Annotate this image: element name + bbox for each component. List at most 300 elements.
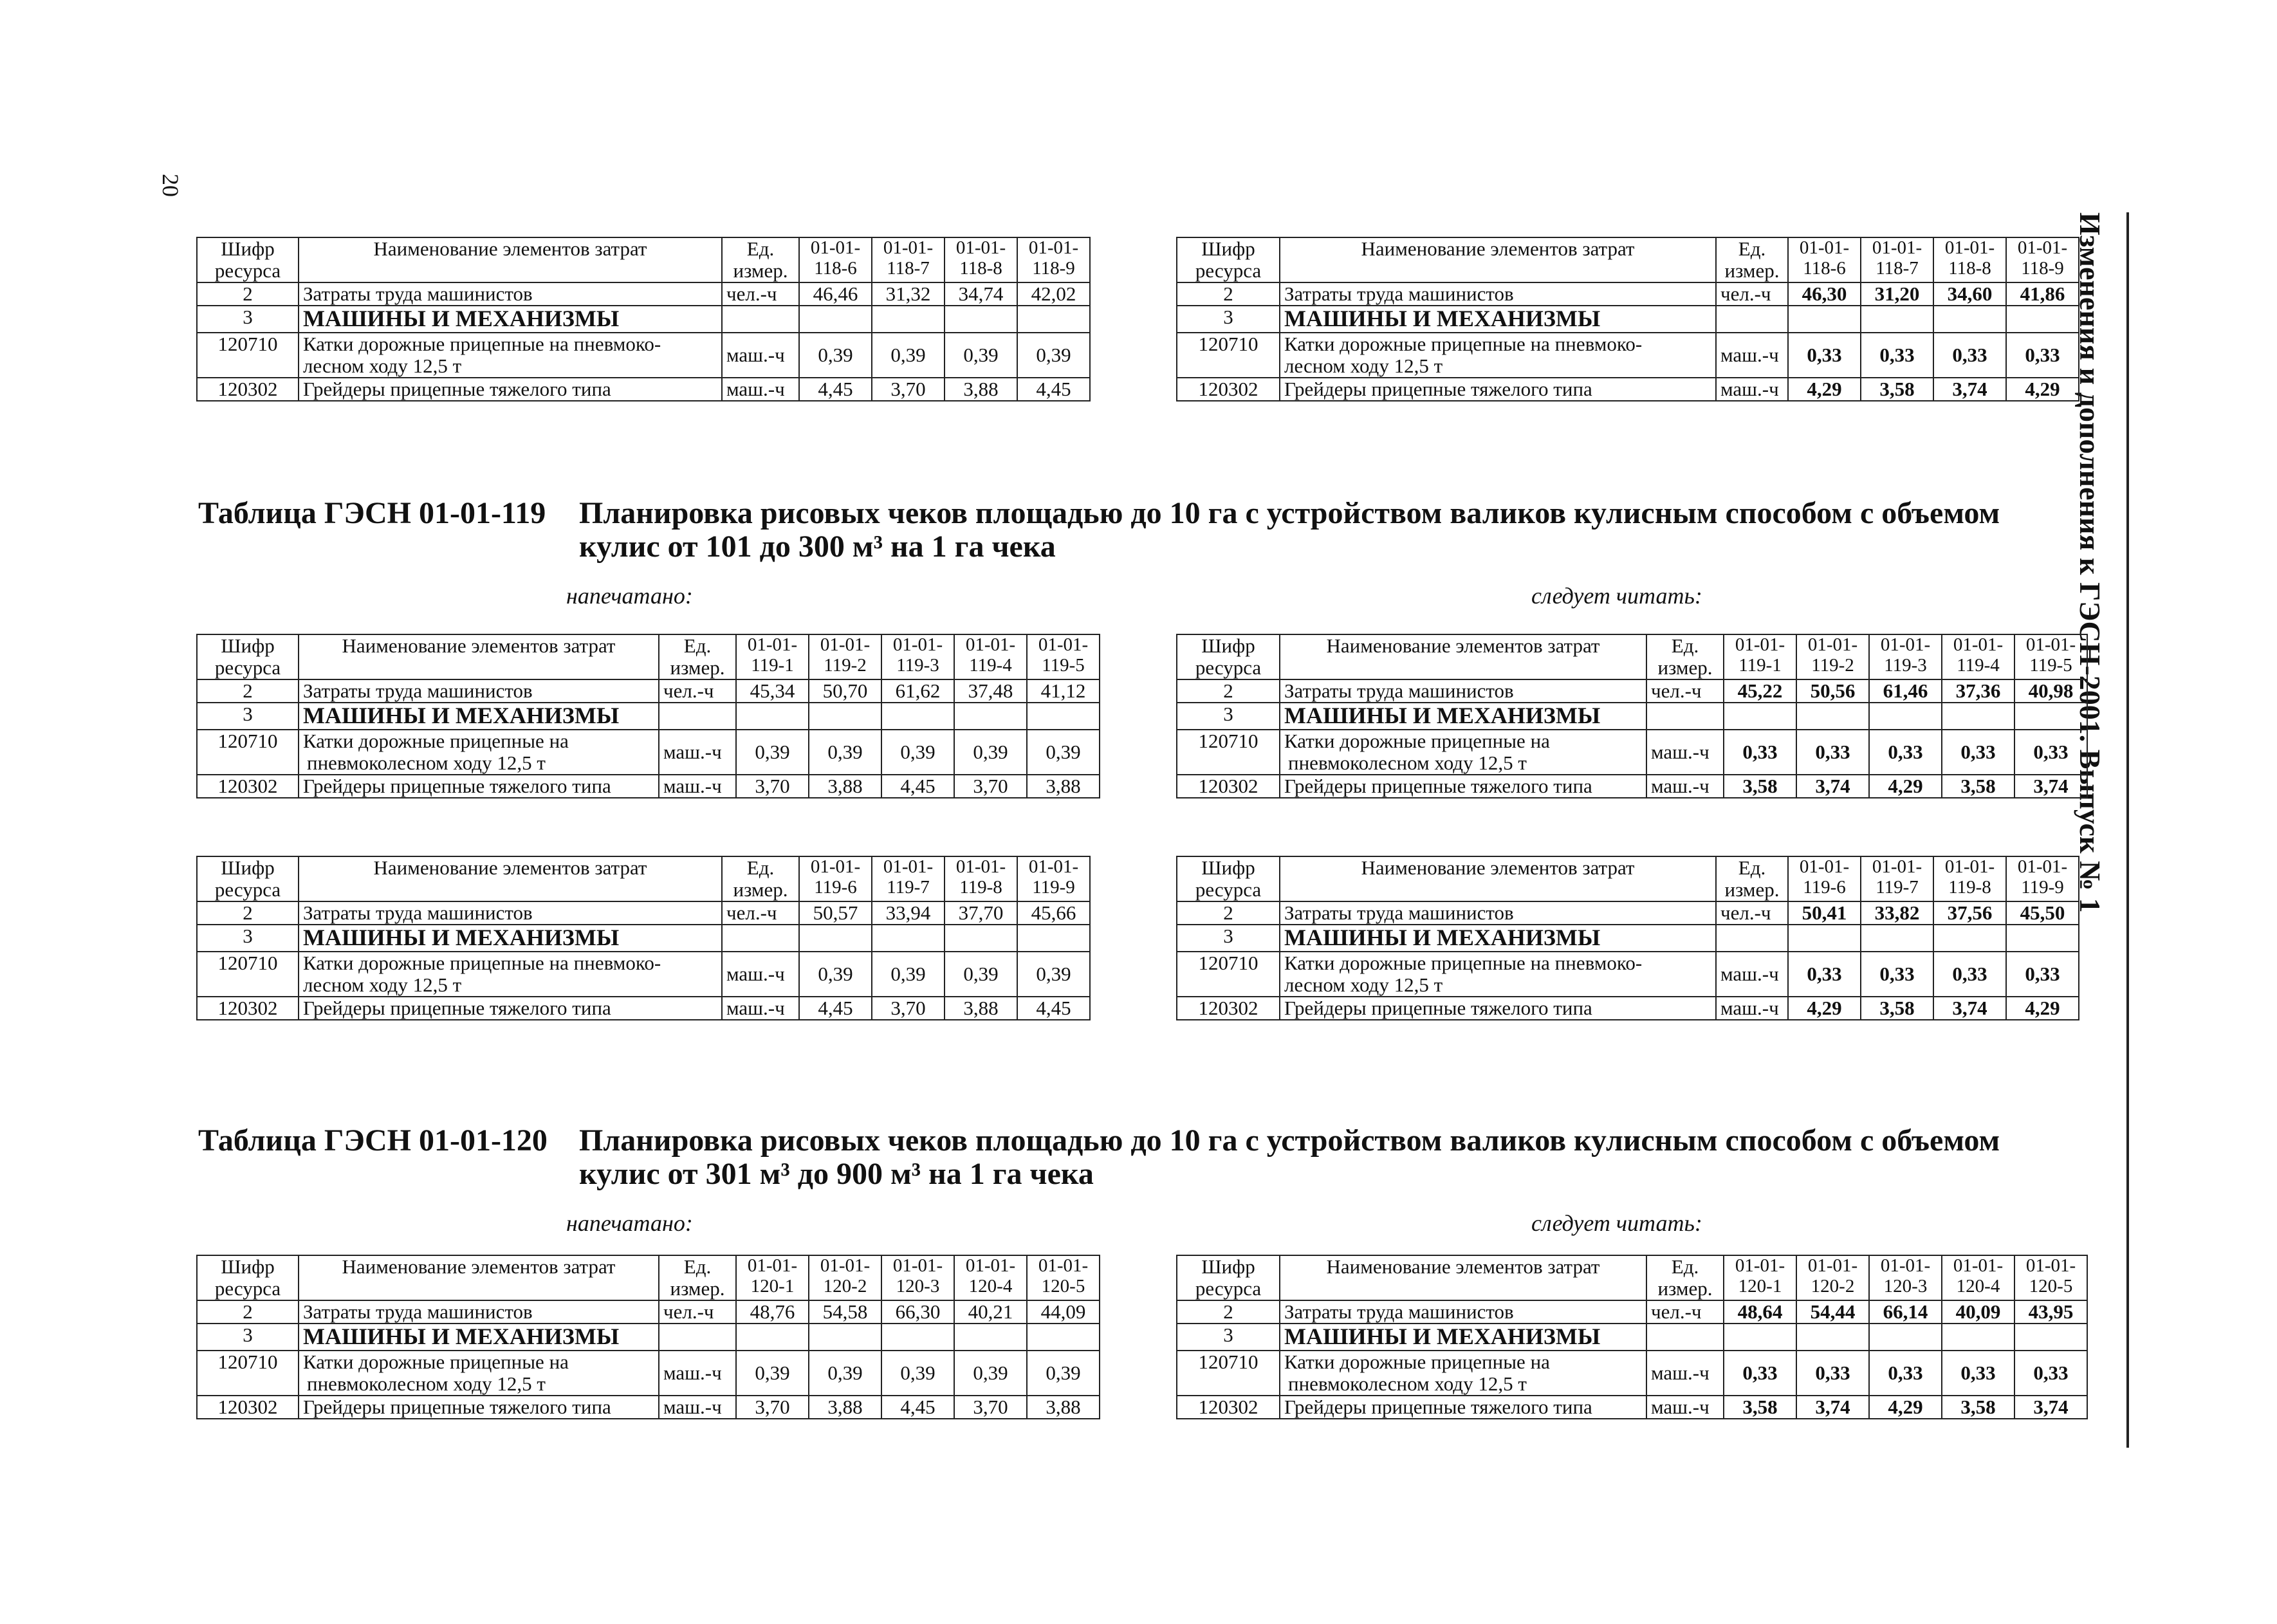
section-row: [1177, 1324, 2087, 1351]
value-cell: [1869, 703, 1942, 730]
value-cell: 4,45: [799, 378, 872, 401]
resource-code: 3: [197, 703, 299, 730]
table-row: [197, 775, 1100, 798]
element-name: [1280, 952, 1716, 997]
value-cell: 3,88: [945, 997, 1017, 1020]
cost-table: [1176, 634, 2088, 798]
value-cell: [809, 1324, 881, 1351]
value-cell: 0,39: [954, 1351, 1027, 1396]
value-cell: 42,02: [1017, 282, 1090, 306]
resource-code: 120302: [1177, 378, 1280, 401]
value-cell: [1788, 925, 1861, 952]
header-norm-code: 01-01-119-4: [1942, 634, 2014, 679]
value-cell: 0,39: [1027, 730, 1100, 775]
unit: маш.-ч: [659, 1351, 736, 1396]
table-row: [1177, 1300, 2087, 1324]
header-unit: Ед. измер.: [1716, 237, 1788, 282]
value-cell: 4,29: [1788, 378, 1861, 401]
value-cell: 0,39: [1027, 1351, 1100, 1396]
header-norm-code: 01-01-119-6: [799, 856, 872, 901]
header-row: [197, 237, 1090, 282]
value-cell: [799, 306, 872, 333]
value-cell: [1027, 703, 1100, 730]
header-row: [197, 634, 1100, 679]
value-cell: [945, 306, 1017, 333]
resource-code: 120302: [1177, 997, 1280, 1020]
value-cell: 0,33: [1861, 952, 1933, 997]
element-name-line: Катки дорожные прицепные на пневмоко-: [1284, 951, 1643, 974]
unit: маш.-ч: [1646, 775, 1724, 798]
value-cell: [736, 1324, 809, 1351]
header-norm-code: 01-01-118-9: [2006, 237, 2079, 282]
table-120-title-line1: Планировка рисовых чеков площадью до 10 га с устройством валиков кулисным способом с объемом: [579, 1123, 2000, 1158]
table-row: [197, 333, 1090, 378]
cost-table: [196, 1255, 1100, 1419]
should-read-label: следует читать:: [1531, 1210, 1702, 1236]
table-row: [1177, 997, 2079, 1020]
table-row: [1177, 1396, 2087, 1419]
unit: маш.-ч: [1646, 1396, 1724, 1419]
resource-code: 2: [197, 679, 299, 703]
unit: чел.-ч: [722, 901, 799, 925]
header-norm-code: 01-01-119-8: [1933, 856, 2006, 901]
element-name-line: Катки дорожные прицепные на пневмоко-: [303, 951, 661, 974]
value-cell: 0,33: [2006, 952, 2079, 997]
section-row: [197, 306, 1090, 333]
value-cell: [1017, 925, 1090, 952]
unit: маш.-ч: [722, 952, 799, 997]
value-cell: 3,58: [1942, 1396, 2014, 1419]
header-norm-code: 01-01-119-5: [1027, 634, 1100, 679]
table-row: [1177, 901, 2079, 925]
element-name: [1280, 730, 1646, 775]
header-norm-code: 01-01-120-5: [1027, 1255, 1100, 1300]
resource-code: 2: [1177, 282, 1280, 306]
value-cell: 66,14: [1869, 1300, 1942, 1324]
resource-code: 120710: [1177, 333, 1280, 378]
header-name: Наименование элементов затрат: [1280, 856, 1716, 901]
value-cell: 0,33: [1788, 333, 1861, 378]
value-cell: 0,33: [1861, 333, 1933, 378]
element-name: Затраты труда машинистов: [1280, 679, 1646, 703]
value-cell: 37,36: [1942, 679, 2014, 703]
table-row: [197, 679, 1100, 703]
value-cell: 3,74: [2014, 775, 2087, 798]
value-cell: 3,74: [1933, 378, 2006, 401]
unit: чел.-ч: [722, 282, 799, 306]
element-name-line: лесном ходу 12,5 т: [1284, 354, 1443, 377]
cost-table: [1176, 237, 2079, 401]
value-cell: 50,70: [809, 679, 881, 703]
section-row: [1177, 306, 2079, 333]
resource-code: 120710: [197, 730, 299, 775]
element-name-line: пневмоколесном ходу 12,5 т: [307, 1372, 546, 1395]
header-name: Наименование элементов затрат: [299, 634, 659, 679]
header-norm-code: 01-01-119-2: [1796, 634, 1869, 679]
value-cell: 3,74: [1933, 997, 2006, 1020]
value-cell: 54,58: [809, 1300, 881, 1324]
value-cell: 0,33: [1933, 952, 2006, 997]
header-unit: Ед. измер.: [659, 634, 736, 679]
value-cell: 33,94: [872, 901, 945, 925]
element-name: Грейдеры прицепные тяжелого типа: [1280, 997, 1716, 1020]
cost-table: [196, 237, 1091, 401]
unit: маш.-ч: [1646, 1351, 1724, 1396]
table-row: [1177, 730, 2087, 775]
unit: [1716, 306, 1788, 333]
resource-code: 120302: [197, 1396, 299, 1419]
value-cell: 3,58: [1724, 1396, 1796, 1419]
header-norm-code: 01-01-118-6: [1788, 237, 1861, 282]
resource-code: 120710: [1177, 952, 1280, 997]
value-cell: 0,33: [1796, 1351, 1869, 1396]
value-cell: 0,39: [1017, 333, 1090, 378]
value-cell: [1724, 1324, 1796, 1351]
table-row: [197, 1300, 1100, 1324]
table-row: [197, 952, 1090, 997]
element-name-line: лесном ходу 12,5 т: [303, 354, 462, 377]
header-name: Наименование элементов затрат: [299, 237, 722, 282]
value-cell: 0,39: [809, 730, 881, 775]
header-code: Шифр ресурса: [1177, 634, 1280, 679]
header-norm-code: 01-01-120-4: [954, 1255, 1027, 1300]
resource-code: 120710: [197, 952, 299, 997]
value-cell: 45,22: [1724, 679, 1796, 703]
element-name-line: Катки дорожные прицепные на пневмоко-: [1284, 332, 1643, 355]
element-name: [299, 333, 722, 378]
header-row: [1177, 856, 2079, 901]
unit: маш.-ч: [1716, 333, 1788, 378]
value-cell: [809, 703, 881, 730]
header-norm-code: 01-01-119-2: [809, 634, 881, 679]
element-name-line: лесном ходу 12,5 т: [1284, 973, 1443, 996]
unit: маш.-ч: [659, 1396, 736, 1419]
unit: [722, 925, 799, 952]
element-name: Затраты труда машинистов: [299, 1300, 659, 1324]
value-cell: 3,88: [1027, 1396, 1100, 1419]
header-norm-code: 01-01-120-5: [2014, 1255, 2087, 1300]
value-cell: 3,74: [1796, 1396, 1869, 1419]
value-cell: 4,29: [1869, 1396, 1942, 1419]
header-norm-code: 01-01-120-1: [736, 1255, 809, 1300]
element-name: Грейдеры прицепные тяжелого типа: [299, 775, 659, 798]
value-cell: 41,86: [2006, 282, 2079, 306]
header-norm-code: 01-01-119-8: [945, 856, 1017, 901]
header-norm-code: 01-01-119-9: [1017, 856, 1090, 901]
value-cell: [2014, 703, 2087, 730]
element-name: Затраты труда машинистов: [1280, 901, 1716, 925]
table-row: [1177, 952, 2079, 997]
value-cell: 40,21: [954, 1300, 1027, 1324]
resource-code: 120302: [1177, 775, 1280, 798]
header-code: Шифр ресурса: [197, 634, 299, 679]
header-unit: Ед. измер.: [659, 1255, 736, 1300]
unit: маш.-ч: [659, 730, 736, 775]
element-name: Грейдеры прицепные тяжелого типа: [1280, 775, 1646, 798]
value-cell: 0,39: [809, 1351, 881, 1396]
header-code: Шифр ресурса: [1177, 237, 1280, 282]
header-norm-code: 01-01-120-2: [1796, 1255, 1869, 1300]
element-name: Грейдеры прицепные тяжелого типа: [299, 1396, 659, 1419]
unit: чел.-ч: [1716, 901, 1788, 925]
element-name: Затраты труда машинистов: [299, 901, 722, 925]
header-norm-code: 01-01-119-3: [881, 634, 954, 679]
table-119-title-line2: кулис от 101 до 300 м³ на 1 га чека: [579, 530, 1056, 564]
table-row: [197, 730, 1100, 775]
element-name: Затраты труда машинистов: [1280, 1300, 1646, 1324]
value-cell: 4,29: [2006, 997, 2079, 1020]
value-cell: 3,58: [1942, 775, 2014, 798]
unit: чел.-ч: [1646, 679, 1724, 703]
header-unit: Ед. измер.: [1646, 634, 1724, 679]
element-name: [1280, 333, 1716, 378]
cost-table: [196, 856, 1091, 1020]
header-name: Наименование элементов затрат: [1280, 237, 1716, 282]
table-119-label: Таблица ГЭСН 01-01-119: [198, 496, 546, 530]
header-code: Шифр ресурса: [197, 856, 299, 901]
unit: маш.-ч: [1716, 952, 1788, 997]
element-name: [1280, 1351, 1646, 1396]
value-cell: 3,70: [736, 775, 809, 798]
value-cell: 45,50: [2006, 901, 2079, 925]
value-cell: 50,57: [799, 901, 872, 925]
value-cell: [881, 703, 954, 730]
value-cell: 0,33: [1724, 1351, 1796, 1396]
value-cell: 0,39: [1017, 952, 1090, 997]
value-cell: [2014, 1324, 2087, 1351]
value-cell: 46,46: [799, 282, 872, 306]
value-cell: 40,98: [2014, 679, 2087, 703]
section-title: МАШИНЫ И МЕХАНИЗМЫ: [1280, 306, 1716, 333]
element-name: Затраты труда машинистов: [299, 282, 722, 306]
value-cell: 40,09: [1942, 1300, 2014, 1324]
value-cell: 37,56: [1933, 901, 2006, 925]
value-cell: 3,88: [945, 378, 1017, 401]
value-cell: 48,64: [1724, 1300, 1796, 1324]
resource-code: 2: [1177, 679, 1280, 703]
section-title: МАШИНЫ И МЕХАНИЗМЫ: [299, 1324, 659, 1351]
element-name: Грейдеры прицепные тяжелого типа: [299, 997, 722, 1020]
header-norm-code: 01-01-119-1: [1724, 634, 1796, 679]
value-cell: 3,70: [872, 997, 945, 1020]
value-cell: 3,70: [954, 775, 1027, 798]
unit: маш.-ч: [1716, 378, 1788, 401]
unit: [722, 306, 799, 333]
header-row: [197, 856, 1090, 901]
resource-code: 2: [1177, 901, 1280, 925]
value-cell: 4,29: [1788, 997, 1861, 1020]
cost-table: [1176, 856, 2079, 1020]
element-name-line: пневмоколесном ходу 12,5 т: [307, 751, 546, 774]
value-cell: 46,30: [1788, 282, 1861, 306]
table-row: [197, 997, 1090, 1020]
side-divider: [2126, 212, 2129, 1448]
value-cell: 0,39: [872, 952, 945, 997]
header-norm-code: 01-01-120-3: [1869, 1255, 1942, 1300]
header-norm-code: 01-01-118-7: [872, 237, 945, 282]
section-row: [1177, 925, 2079, 952]
value-cell: 0,33: [1869, 1351, 1942, 1396]
table-row: [1177, 282, 2079, 306]
table-row: [1177, 679, 2087, 703]
header-name: Наименование элементов затрат: [299, 856, 722, 901]
value-cell: 61,46: [1869, 679, 1942, 703]
value-cell: 3,88: [1027, 775, 1100, 798]
unit: [1646, 1324, 1724, 1351]
value-cell: 45,66: [1017, 901, 1090, 925]
unit: [1646, 703, 1724, 730]
value-cell: [881, 1324, 954, 1351]
section-title: МАШИНЫ И МЕХАНИЗМЫ: [1280, 925, 1716, 952]
unit: маш.-ч: [659, 775, 736, 798]
element-name: Грейдеры прицепные тяжелого типа: [1280, 378, 1716, 401]
value-cell: [954, 703, 1027, 730]
header-norm-code: 01-01-119-1: [736, 634, 809, 679]
resource-code: 120710: [197, 333, 299, 378]
value-cell: 0,33: [1942, 730, 2014, 775]
header-code: Шифр ресурса: [197, 1255, 299, 1300]
table-row: [197, 1351, 1100, 1396]
value-cell: 0,39: [945, 333, 1017, 378]
unit: чел.-ч: [659, 1300, 736, 1324]
header-name: Наименование элементов затрат: [1280, 634, 1646, 679]
value-cell: 3,70: [954, 1396, 1027, 1419]
header-norm-code: 01-01-118-7: [1861, 237, 1933, 282]
value-cell: 4,29: [2006, 378, 2079, 401]
unit: маш.-ч: [1646, 730, 1724, 775]
header-unit: Ед. измер.: [722, 856, 799, 901]
table-120-label: Таблица ГЭСН 01-01-120: [198, 1123, 548, 1158]
header-norm-code: 01-01-119-3: [1869, 634, 1942, 679]
header-norm-code: 01-01-119-6: [1788, 856, 1861, 901]
resource-code: 2: [197, 1300, 299, 1324]
unit: маш.-ч: [1716, 997, 1788, 1020]
unit: маш.-ч: [722, 333, 799, 378]
value-cell: [1724, 703, 1796, 730]
resource-code: 120302: [197, 997, 299, 1020]
value-cell: 3,70: [736, 1396, 809, 1419]
header-norm-code: 01-01-118-8: [1933, 237, 2006, 282]
header-unit: Ед. измер.: [1646, 1255, 1724, 1300]
element-name: Затраты труда машинистов: [1280, 282, 1716, 306]
header-norm-code: 01-01-119-4: [954, 634, 1027, 679]
value-cell: 3,58: [1724, 775, 1796, 798]
value-cell: 0,33: [1933, 333, 2006, 378]
table-120-title-line2: кулис от 301 м³ до 900 м³ на 1 га чека: [579, 1157, 1094, 1191]
header-unit: Ед. измер.: [722, 237, 799, 282]
value-cell: 50,56: [1796, 679, 1869, 703]
header-norm-code: 01-01-119-5: [2014, 634, 2087, 679]
value-cell: [945, 925, 1017, 952]
element-name-line: Катки дорожные прицепные на: [1284, 1350, 1550, 1373]
should-read-label: следует читать:: [1531, 583, 1702, 609]
header-norm-code: 01-01-120-4: [1942, 1255, 2014, 1300]
value-cell: 37,70: [945, 901, 1017, 925]
unit: чел.-ч: [1646, 1300, 1724, 1324]
header-norm-code: 01-01-120-3: [881, 1255, 954, 1300]
header-norm-code: 01-01-118-9: [1017, 237, 1090, 282]
header-code: Шифр ресурса: [1177, 1255, 1280, 1300]
value-cell: [1933, 925, 2006, 952]
section-row: [197, 1324, 1100, 1351]
element-name-line: пневмоколесном ходу 12,5 т: [1288, 1372, 1527, 1395]
resource-code: 2: [1177, 1300, 1280, 1324]
value-cell: [1942, 1324, 2014, 1351]
value-cell: 4,45: [799, 997, 872, 1020]
value-cell: 4,45: [1017, 997, 1090, 1020]
value-cell: 50,41: [1788, 901, 1861, 925]
section-title: МАШИНЫ И МЕХАНИЗМЫ: [1280, 1324, 1646, 1351]
table-row: [197, 1396, 1100, 1419]
side-title: Изменения и дополнения к ГЭСН-2001. Выпуск № 1: [2074, 212, 2106, 913]
value-cell: 0,33: [1796, 730, 1869, 775]
resource-code: 2: [197, 282, 299, 306]
value-cell: [1861, 925, 1933, 952]
section-title: МАШИНЫ И МЕХАНИЗМЫ: [299, 925, 722, 952]
value-cell: 37,48: [954, 679, 1027, 703]
header-code: Шифр ресурса: [197, 237, 299, 282]
value-cell: 0,33: [1724, 730, 1796, 775]
resource-code: 120710: [197, 1351, 299, 1396]
printed-label: напечатано:: [566, 1210, 693, 1236]
header-unit: Ед. измер.: [1716, 856, 1788, 901]
value-cell: [1933, 306, 2006, 333]
value-cell: 3,70: [872, 378, 945, 401]
value-cell: 0,39: [881, 730, 954, 775]
resource-code: 3: [197, 925, 299, 952]
header-name: Наименование элементов затрат: [1280, 1255, 1646, 1300]
value-cell: 0,39: [945, 952, 1017, 997]
section-row: [1177, 703, 2087, 730]
element-name: [299, 730, 659, 775]
value-cell: [736, 703, 809, 730]
table-row: [197, 378, 1090, 401]
value-cell: [1861, 306, 1933, 333]
value-cell: 4,45: [881, 1396, 954, 1419]
value-cell: 0,33: [2014, 730, 2087, 775]
header-code: Шифр ресурса: [1177, 856, 1280, 901]
value-cell: 0,33: [2006, 333, 2079, 378]
table-row: [197, 901, 1090, 925]
section-row: [197, 703, 1100, 730]
unit: [659, 703, 736, 730]
value-cell: 33,82: [1861, 901, 1933, 925]
value-cell: 0,33: [1942, 1351, 2014, 1396]
value-cell: 54,44: [1796, 1300, 1869, 1324]
element-name-line: пневмоколесном ходу 12,5 т: [1288, 751, 1527, 774]
resource-code: 120710: [1177, 730, 1280, 775]
value-cell: [1017, 306, 1090, 333]
resource-code: 2: [197, 901, 299, 925]
unit: чел.-ч: [1716, 282, 1788, 306]
header-norm-code: 01-01-119-7: [872, 856, 945, 901]
resource-code: 3: [1177, 306, 1280, 333]
unit: [659, 1324, 736, 1351]
value-cell: 3,88: [809, 1396, 881, 1419]
table-row: [197, 282, 1090, 306]
cost-table: [1176, 1255, 2088, 1419]
value-cell: [1027, 1324, 1100, 1351]
element-name: [299, 1351, 659, 1396]
value-cell: 3,58: [1861, 997, 1933, 1020]
value-cell: 3,58: [1861, 378, 1933, 401]
element-name: [299, 952, 722, 997]
value-cell: 0,39: [799, 333, 872, 378]
value-cell: [1796, 703, 1869, 730]
resource-code: 120710: [1177, 1351, 1280, 1396]
resource-code: 3: [197, 1324, 299, 1351]
resource-code: 3: [197, 306, 299, 333]
